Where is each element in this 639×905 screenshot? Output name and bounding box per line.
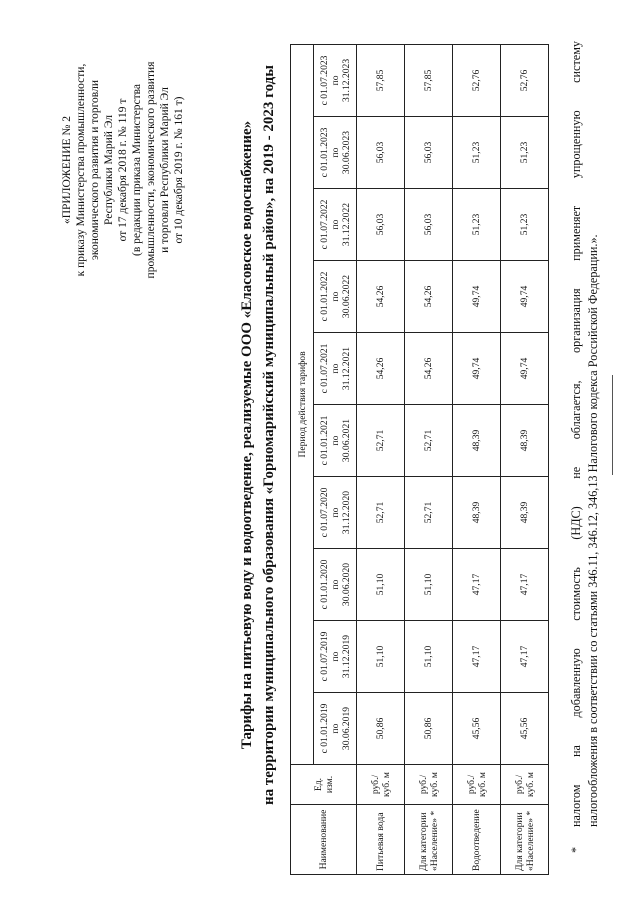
tariff-value-cell: 51,23	[501, 189, 549, 261]
row-name-cell	[357, 805, 405, 875]
period-header-line: 30.06.2020	[340, 562, 352, 607]
tariff-value-cell: 49,74	[453, 333, 501, 405]
header-unit	[291, 765, 357, 805]
tariff-value-cell: 52,71	[357, 405, 405, 477]
tariff-value-cell: 51,10	[357, 621, 405, 693]
tariff-value-cell: 51,23	[453, 117, 501, 189]
row-name-line: «Население» *	[524, 810, 536, 871]
period-header-line: 30.06.2023	[340, 130, 352, 175]
tariff-value-cell: 47,17	[453, 621, 501, 693]
period-header-cell	[314, 333, 357, 405]
tariff-value-cell: 56,03	[405, 189, 453, 261]
period-header-cell	[314, 477, 357, 549]
row-unit-cell	[453, 765, 501, 805]
period-header-row	[314, 44, 357, 874]
tariff-value-cell: 50,86	[405, 693, 453, 765]
period-header-line: 30.06.2019	[340, 706, 352, 751]
period-header-cell	[314, 621, 357, 693]
header-period-group: Период действия тарифов	[291, 44, 314, 764]
row-name-line: Водоотведение	[471, 809, 482, 871]
row-unit-line: куб. м	[476, 772, 488, 797]
period-header-line: по	[329, 579, 341, 590]
row-unit-line: руб./	[417, 774, 429, 795]
tariff-value-cell: 52,76	[453, 44, 501, 116]
header-name: Наименование	[291, 805, 357, 875]
tariff-value-cell: 54,26	[405, 333, 453, 405]
period-header-line: с 01.01.2020	[318, 559, 330, 610]
footnote-line-1: налогом на добавленную стоимость (НДС) не облагается, организация применяет упрощенную систему	[569, 41, 583, 827]
tariff-value-cell: 52,71	[357, 477, 405, 549]
tariff-value-cell: 54,26	[357, 333, 405, 405]
tariff-value-cell: 56,03	[405, 117, 453, 189]
tariff-value-cell: 49,74	[453, 261, 501, 333]
header-line: Республики Марий Эл	[103, 115, 115, 226]
period-header-cell	[314, 549, 357, 621]
tariff-value-cell: 45,56	[501, 693, 549, 765]
tariff-value-cell: 47,17	[501, 621, 549, 693]
period-header-line: 30.06.2022	[340, 274, 352, 319]
table-row	[405, 44, 453, 874]
period-header-cell	[314, 117, 357, 189]
row-name-line: «Население» *	[428, 810, 440, 871]
period-header-cell	[314, 261, 357, 333]
tariff-value-cell: 49,74	[501, 333, 549, 405]
tariff-value-cell: 51,10	[405, 621, 453, 693]
row-unit-line: руб./	[465, 774, 477, 795]
period-header-line: 31.12.2020	[340, 490, 352, 535]
row-unit-line: куб. м	[428, 772, 440, 797]
footnote	[568, 41, 602, 853]
period-header-line: с 01.07.2022	[318, 199, 330, 250]
period-header-line: с 01.07.2021	[318, 343, 330, 394]
tariff-value-cell: 51,10	[405, 549, 453, 621]
period-header-line: по	[329, 723, 341, 734]
period-header-line: с 01.01.2022	[318, 271, 330, 322]
tariff-value-cell: 51,23	[453, 189, 501, 261]
header-line: «ПРИЛОЖЕНИЕ № 2	[61, 116, 73, 225]
tariff-value-cell: 47,17	[501, 549, 549, 621]
tariff-value-cell: 56,03	[357, 117, 405, 189]
table-row	[453, 44, 501, 874]
tariff-value-cell: 52,71	[405, 405, 453, 477]
period-header-line: 30.06.2021	[340, 418, 352, 463]
closing-rule	[612, 375, 613, 475]
period-header-cell	[314, 189, 357, 261]
period-header-line: по	[329, 75, 341, 86]
period-header-cell	[314, 693, 357, 765]
period-header-line: 31.12.2019	[340, 634, 352, 679]
tariff-value-cell: 50,86	[357, 693, 405, 765]
row-name-cell	[501, 805, 549, 875]
header-line: от 10 декабря 2019 г. № 161 т)	[173, 96, 185, 244]
period-header-line: с 01.07.2023	[318, 55, 330, 106]
tariff-value-cell: 49,74	[501, 261, 549, 333]
tariff-value-cell: 48,39	[501, 405, 549, 477]
tariff-value-cell: 52,76	[501, 44, 549, 116]
tariff-value-cell: 48,39	[453, 405, 501, 477]
footnote-asterisk: *	[569, 846, 583, 853]
period-header-line: по	[329, 651, 341, 662]
tariff-value-cell: 54,26	[405, 261, 453, 333]
title-line-2: на территории муниципального образования «Горномарийский муниципальный район», на 2019 - 2023 годы	[261, 65, 277, 805]
period-header-cell	[314, 44, 357, 116]
tariff-value-cell: 45,56	[453, 693, 501, 765]
period-header-line: 31.12.2021	[340, 346, 352, 391]
row-unit-cell	[405, 765, 453, 805]
header-line: (в редакции приказа Министерства	[131, 84, 143, 257]
period-header-line: с 01.07.2020	[318, 487, 330, 538]
row-unit-line: руб./	[369, 774, 381, 795]
row-name-line: Питьевая вода	[375, 812, 386, 871]
period-header-line: по	[329, 363, 341, 374]
tariff-value-cell: 57,85	[357, 44, 405, 116]
row-unit-line: куб. м	[524, 772, 536, 797]
appendix-header	[60, 35, 186, 305]
table-body	[357, 44, 549, 874]
period-header-line: по	[329, 507, 341, 518]
tariff-value-cell: 51,10	[357, 549, 405, 621]
period-header-line: с 01.07.2019	[318, 631, 330, 682]
tariff-value-cell: 51,23	[501, 117, 549, 189]
tariff-value-cell: 52,71	[405, 477, 453, 549]
header-line: экономического развития и торговли	[89, 80, 101, 260]
tariff-value-cell: 56,03	[357, 189, 405, 261]
row-name-cell	[405, 805, 453, 875]
header-line: к приказу Министерства промышленности,	[75, 63, 87, 277]
period-header-line: по	[329, 147, 341, 158]
tariff-value-cell: 54,26	[357, 261, 405, 333]
tariff-value-cell: 48,39	[501, 477, 549, 549]
period-header-line: 31.12.2022	[340, 202, 352, 247]
header-line: от 17 декабря 2018 г. № 119 т	[117, 98, 129, 242]
table-header-row	[291, 44, 314, 874]
row-unit-cell	[501, 765, 549, 805]
period-header-line: с 01.01.2021	[318, 415, 330, 466]
footnote-line-2: налогообложения в соответствии со статьями 346.11, 346.12, 346,13 Налогового кодекса Российской Федерации.».	[586, 234, 600, 827]
header-unit-line-1: Ед.	[312, 777, 324, 792]
header-line: и торговли Республики Марий Эл	[159, 87, 171, 253]
table-row	[501, 44, 549, 874]
period-header-line: по	[329, 435, 341, 446]
table-row	[357, 44, 405, 874]
period-header-line: по	[329, 291, 341, 302]
period-header-cell	[314, 405, 357, 477]
row-unit-line: руб./	[513, 774, 525, 795]
period-header-line: по	[329, 219, 341, 230]
header-unit-line-2: изм.	[323, 775, 335, 794]
document-title	[236, 5, 280, 865]
period-header-line: с 01.01.2019	[318, 703, 330, 754]
tariff-value-cell: 57,85	[405, 44, 453, 116]
header-line: промышленности, экономического развития	[145, 61, 157, 279]
period-header-line: 31.12.2023	[340, 58, 352, 103]
row-unit-cell	[357, 765, 405, 805]
tariff-value-cell: 47,17	[453, 549, 501, 621]
row-name-cell	[453, 805, 501, 875]
row-name-line: Для категории	[513, 812, 525, 871]
tariff-table	[290, 44, 549, 875]
row-unit-line: куб. м	[380, 772, 392, 797]
title-line-1: Тарифы на питьевую воду и водоотведение, реализуемые ООО «Еласовское водоснабжение»	[239, 120, 255, 750]
tariff-value-cell: 48,39	[453, 477, 501, 549]
period-header-line: с 01.01.2023	[318, 127, 330, 178]
row-name-line: Для категории	[417, 812, 429, 871]
